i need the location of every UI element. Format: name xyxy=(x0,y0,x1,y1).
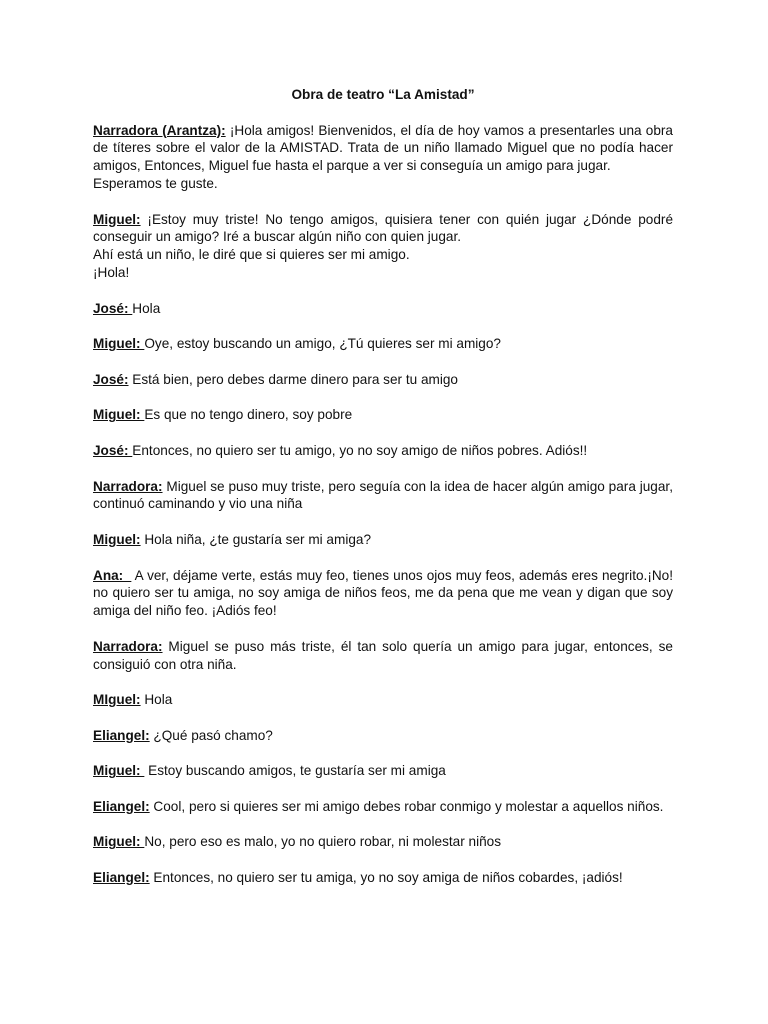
line-text: A ver, déjame verte, estás muy feo, tienes unos ojos muy feos, además eres negrito.¡No! no quiero ser tu amiga, no soy amiga de niños feos, me da pena que me vean y digan que soy amiga del niño feo. ¡Adiós feo! xyxy=(93,567,673,619)
speaker-label: MIguel: xyxy=(93,692,141,708)
line-text: Hola xyxy=(132,300,161,316)
line-text: Entonces, no quiero ser tu amigo, yo no soy amigo de niños pobres. Adiós!! xyxy=(132,442,588,458)
speaker-label: Miguel: xyxy=(93,834,145,850)
line-text: Miguel se puso más triste, él tan solo quería un amigo para jugar, entonces, se consiguió con otra niña. xyxy=(93,638,673,672)
dialogue-line-miguel xyxy=(93,406,673,424)
line-text: Oye, estoy buscando un amigo, ¿Tú quieres ser mi amigo? xyxy=(144,336,501,352)
dialogue-line-eliangel xyxy=(93,727,673,745)
line-text: Hola xyxy=(140,692,173,708)
speaker-label: Narradora: xyxy=(93,478,163,494)
dialogue-line-jose xyxy=(93,442,673,460)
line-text: Es que no tengo dinero, soy pobre xyxy=(144,407,353,423)
dialogue-line-miguel xyxy=(93,833,673,851)
speaker-label: Eliangel: xyxy=(93,727,150,743)
dialogue-line-jose xyxy=(93,371,673,389)
dialogue-line-eliangel xyxy=(93,869,673,887)
line-text: ¡Hola amigos! Bienvenidos, el día de hoy vamos a presentarles una obra de títeres sobre el valor de la AMISTAD. Trata de un niño llamado Miguel que no podía hacer amigos, Entonces, Miguel fue hasta el parque a ver si conseguía un amigo para jugar. Esperamos te guste. xyxy=(93,122,673,191)
speaker-label: Ana: xyxy=(93,567,132,583)
dialogue-line-narradora xyxy=(93,638,673,674)
dialogue-line-miguel xyxy=(93,762,673,780)
line-text: Miguel se puso muy triste, pero seguía con la idea de hacer algún amigo para jugar, continuó caminando y vio una niña xyxy=(93,478,673,512)
speaker-label: Miguel: xyxy=(93,211,141,227)
speaker-label: Miguel: xyxy=(93,336,145,352)
line-text: Entonces, no quiero ser tu amiga, yo no soy amiga de niños cobardes, ¡adiós! xyxy=(149,870,623,886)
dialogue-line-miguel xyxy=(93,211,673,282)
line-text: Está bien, pero debes darme dinero para ser tu amigo xyxy=(128,371,458,387)
line-text: Cool, pero si quieres ser mi amigo debes robar conmigo y molestar a aquellos niños. xyxy=(149,798,664,814)
line-text: ¡Estoy muy triste! No tengo amigos, quisiera tener con quién jugar ¿Dónde podré conseguir un amigo? Iré a buscar algún niño con quien jugar. Ahí está un niño, le diré que si quieres ser mi amigo. ¡Hola! xyxy=(93,211,673,280)
dialogue-line-miguel xyxy=(93,691,673,709)
dialogue-line-jose xyxy=(93,300,673,318)
speaker-label: Eliangel: xyxy=(93,870,150,886)
document-title: Obra de teatro “La Amistad” xyxy=(291,87,475,102)
line-text: No, pero eso es malo, yo no quiero robar, ni molestar niños xyxy=(144,834,502,850)
dialogue-line-narradora xyxy=(93,478,673,514)
speaker-label: José: xyxy=(93,300,133,316)
line-text: Estoy buscando amigos, te gustaría ser mi amiga xyxy=(144,763,446,779)
speaker-label: José: xyxy=(93,442,133,458)
dialogue-line-narradora-arantza xyxy=(93,122,673,193)
script-page xyxy=(93,86,673,905)
speaker-label: Eliangel: xyxy=(93,798,150,814)
dialogue-line-ana xyxy=(93,567,673,620)
speaker-label: Miguel: xyxy=(93,407,145,423)
dialogue-line-miguel xyxy=(93,531,673,549)
speaker-label: Miguel: xyxy=(93,531,141,547)
speaker-label: Miguel: xyxy=(93,763,145,779)
dialogue-line-miguel xyxy=(93,335,673,353)
speaker-label: Narradora: xyxy=(93,638,163,654)
dialogue-line-eliangel xyxy=(93,798,673,816)
line-text: ¿Qué pasó chamo? xyxy=(149,727,273,743)
speaker-label: José: xyxy=(93,371,129,387)
line-text: Hola niña, ¿te gustaría ser mi amiga? xyxy=(140,531,372,547)
speaker-label: Narradora (Arantza): xyxy=(93,122,226,138)
